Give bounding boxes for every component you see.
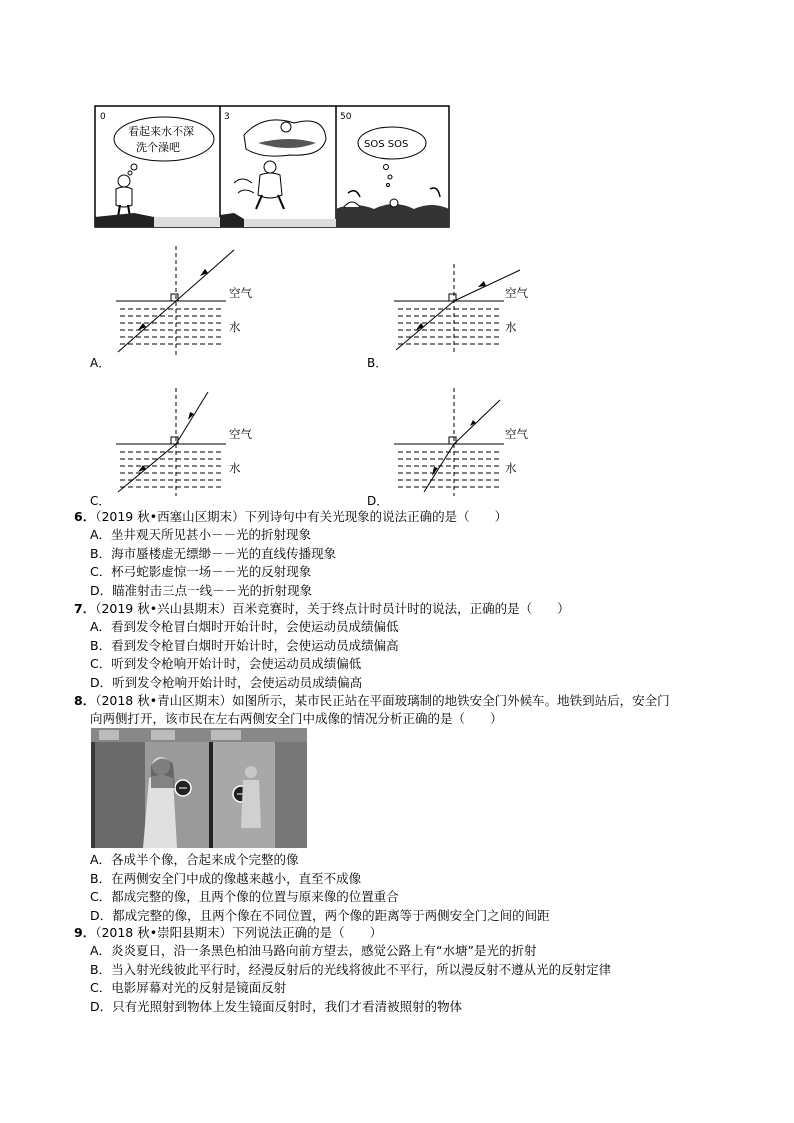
question-7-option-b: B．看到发令枪冒白烟时开始计时，会使运动员成绩偏高 [90, 637, 399, 653]
question-7-text: （2019 秋•兴山县期末）百米竞赛时，关于终点计时员计时的说法，正确的是（ ） [95, 601, 570, 616]
question-7-option-d: D．听到发令枪响开始计时，会使运动员成绩偏高 [90, 675, 363, 691]
diagram-a-air-label: 空气 [229, 286, 252, 300]
question-9-option-c: C．电影屏幕对光的反射是镜面反射 [90, 980, 287, 996]
question-8-options [90, 851, 550, 926]
question-9-option-d: D．只有光照射到物体上发生镜面反射时，我们才看清被照射的物体 [90, 999, 463, 1015]
diagram-d-air-label: 空气 [505, 427, 528, 441]
question-6-number: 6． [74, 509, 96, 524]
diagram-c-air-label: 空气 [229, 427, 252, 441]
diagram-b-air-label: 空气 [505, 286, 528, 300]
diagram-c [116, 388, 256, 496]
panel3-number: 50 [340, 112, 352, 122]
question-6 [74, 508, 507, 526]
question-8-option-a: A．各成半个像，合起来成个完整的像 [90, 852, 299, 867]
question-8-option-d: D．都成完整的像，且两个像在不同位置，两个像的距离等于两侧安全门之间的间距 [90, 908, 550, 924]
question-8-number: 8． [74, 693, 96, 708]
question-6-options [90, 526, 336, 601]
question-9-options [90, 942, 611, 1017]
question-8-option-c: C．都成完整的像，且两个像的位置与原来像的位置重合 [90, 889, 399, 905]
question-9-text: （2018 秋•崇阳县期末）下列说法正确的是（ ） [95, 925, 383, 940]
question-8 [74, 692, 670, 710]
diagram-c-water-label: 水 [229, 461, 241, 475]
panel1-bubble-line1: 看起来水不深 [128, 125, 194, 138]
question-7-option-c: C．听到发令枪响开始计时，会使运动员成绩偏低 [90, 656, 362, 672]
question-8-text: （2018 秋•青山区期末）如图所示，某市民正站在平面玻璃制的地铁安全门外候车。地铁到站后，安全门 [95, 693, 670, 708]
diagram-d [394, 388, 524, 496]
question-9-number: 9． [74, 925, 96, 940]
diagram-d-option: D． [367, 494, 389, 508]
question-7-options [90, 618, 399, 693]
question-6-option-c: C．杯弓蛇影虚惊一场－－光的反射现象 [90, 564, 312, 580]
diagram-b [394, 264, 524, 354]
panel3-bubble: SOS SOS [364, 139, 409, 150]
question-8-text-line2: 向两侧打开，该市民在左右两侧安全门中成像的情况分析正确的是（ ） [90, 711, 503, 726]
diagram-b-option: B． [367, 356, 388, 370]
diagram-a-water-label: 水 [229, 320, 241, 334]
subway-safety-door-photo [91, 728, 307, 848]
question-7 [74, 600, 570, 618]
question-6-text: （2019 秋•西塞山区期末）下列诗句中有关光现象的说法正确的是（ ） [95, 509, 508, 524]
question-9-option-b: B．当入射光线彼此平行时，经漫反射后的光线将彼此不平行，所以漫反射不遵从光的反射定律 [90, 961, 612, 977]
panel2-number: 3 [224, 112, 230, 122]
diagram-b-water-label: 水 [505, 320, 517, 334]
question-8-option-b: B．在两侧安全门中成的像越来越小，直至不成像 [90, 870, 362, 886]
question-6-option-a: A．坐井观天所见甚小－－光的折射现象 [90, 527, 312, 542]
panel1-number: 0 [100, 112, 106, 122]
question-6-option-b: B．海市蜃楼虚无缥缈－－光的直线传播现象 [90, 545, 337, 561]
question-9 [74, 924, 382, 942]
panel1-bubble-line2: 洗个澡吧 [136, 141, 180, 154]
diagram-a [116, 246, 256, 356]
diagram-c-option: C． [90, 494, 111, 508]
question-6-option-d: D．瞄准射击三点一线－－光的折射现象 [90, 583, 313, 599]
diagram-a-option: A． [90, 356, 111, 370]
question-7-number: 7． [74, 601, 96, 616]
question-7-option-a: A．看到发令枪冒白烟时开始计时，会使运动员成绩偏低 [90, 619, 399, 634]
comic-strip [94, 105, 450, 229]
question-9-option-a: A．炎炎夏日，沿一条黑色柏油马路向前方望去，感觉公路上有“水塘”是光的折射 [90, 943, 537, 958]
diagram-d-water-label: 水 [505, 461, 517, 475]
